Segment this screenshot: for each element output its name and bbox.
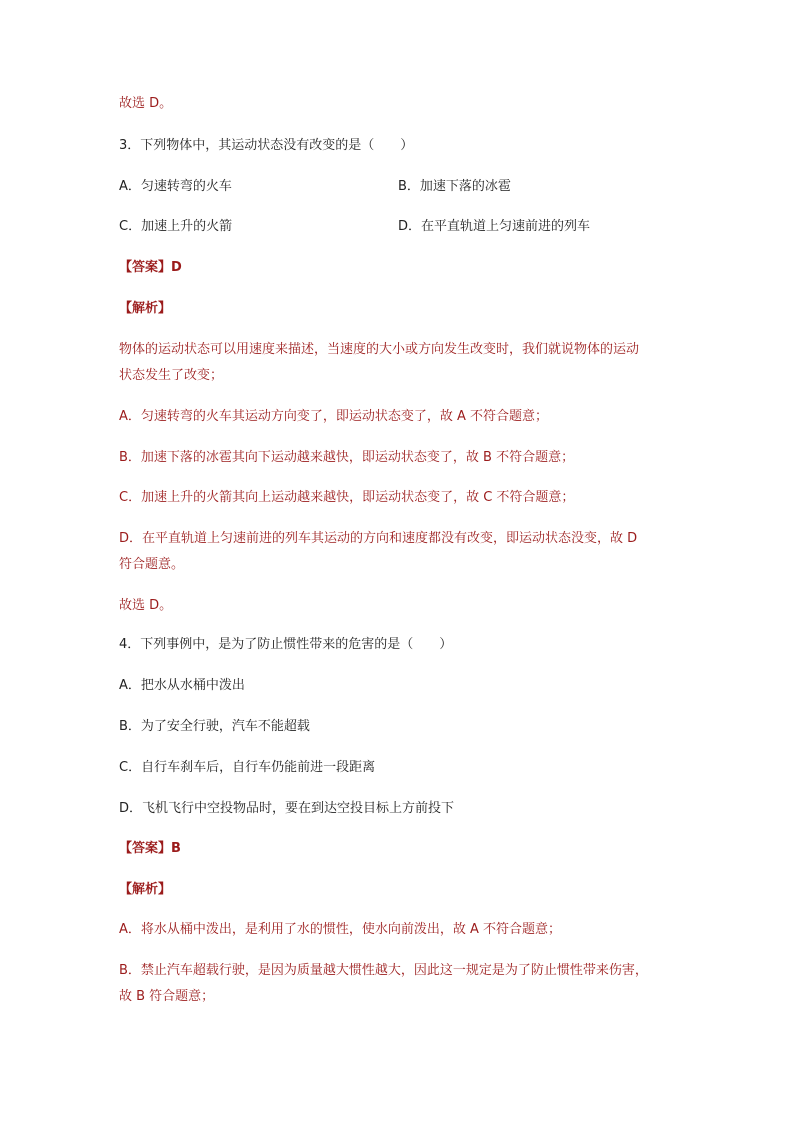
question-3-option-a: A．匀速转弯的火车 <box>119 179 232 194</box>
question-4-answer: 【答案】B <box>119 841 181 856</box>
question-3-option-b: B．加速下落的冰雹 <box>398 179 511 194</box>
question-3-answer: 【答案】D <box>119 260 182 275</box>
question-4-option-b: B．为了安全行驶，汽车不能超载 <box>119 719 310 734</box>
question-4-analysis-b-2: 故 B 符合题意； <box>119 989 215 1004</box>
question-3-option-d: D．在平直轨道上匀速前进的列车 <box>398 219 591 234</box>
question-3-analysis-intro-2: 状态发生了改变； <box>119 368 224 383</box>
question-4-option-a: A．把水从水桶中泼出 <box>119 678 245 693</box>
conclusion-line-q2: 故选 D。 <box>119 96 173 111</box>
question-4-option-d: D．飞机飞行中空投物品时，要在到达空投目标上方前投下 <box>119 801 455 816</box>
question-3-analysis-a: A．匀速转弯的火车其运动方向变了，即运动状态变了，故 A 不符合题意； <box>119 409 549 424</box>
question-3-analysis-c: C．加速上升的火箭其向上运动越来越快，即运动状态变了，故 C 不符合题意； <box>119 490 575 505</box>
question-3-analysis-b: B．加速下落的冰雹其向下运动越来越快，即运动状态变了，故 B 不符合题意； <box>119 450 575 465</box>
question-3-analysis-intro-1: 物体的运动状态可以用速度来描述，当速度的大小或方向发生改变时，我们就说物体的运动 <box>119 342 640 357</box>
question-4-analysis-a: A．将水从桶中泼出，是利用了水的惯性，使水向前泼出，故 A 不符合题意； <box>119 922 562 937</box>
question-4-analysis-b-1: B．禁止汽车超载行驶，是因为质量越大惯性越大，因此这一规定是为了防止惯性带来伤害， <box>119 963 648 978</box>
question-3-analysis-d-1: D．在平直轨道上匀速前进的列车其运动的方向和速度都没有改变，即运动状态没变，故 D <box>119 531 638 546</box>
question-3-conclusion: 故选 D。 <box>119 598 173 613</box>
question-3-analysis-heading: 【解析】 <box>119 301 172 316</box>
question-3-analysis-d-2: 符合题意。 <box>119 557 185 572</box>
question-3-stem: 3．下列物体中，其运动状态没有改变的是（ ） <box>119 138 414 153</box>
question-3-option-c: C．加速上升的火箭 <box>119 219 233 234</box>
question-4-stem: 4．下列事例中，是为了防止惯性带来的危害的是（ ） <box>119 637 453 652</box>
question-4-option-c: C．自行车刹车后，自行车仍能前进一段距离 <box>119 760 376 775</box>
question-4-analysis-heading: 【解析】 <box>119 882 172 897</box>
